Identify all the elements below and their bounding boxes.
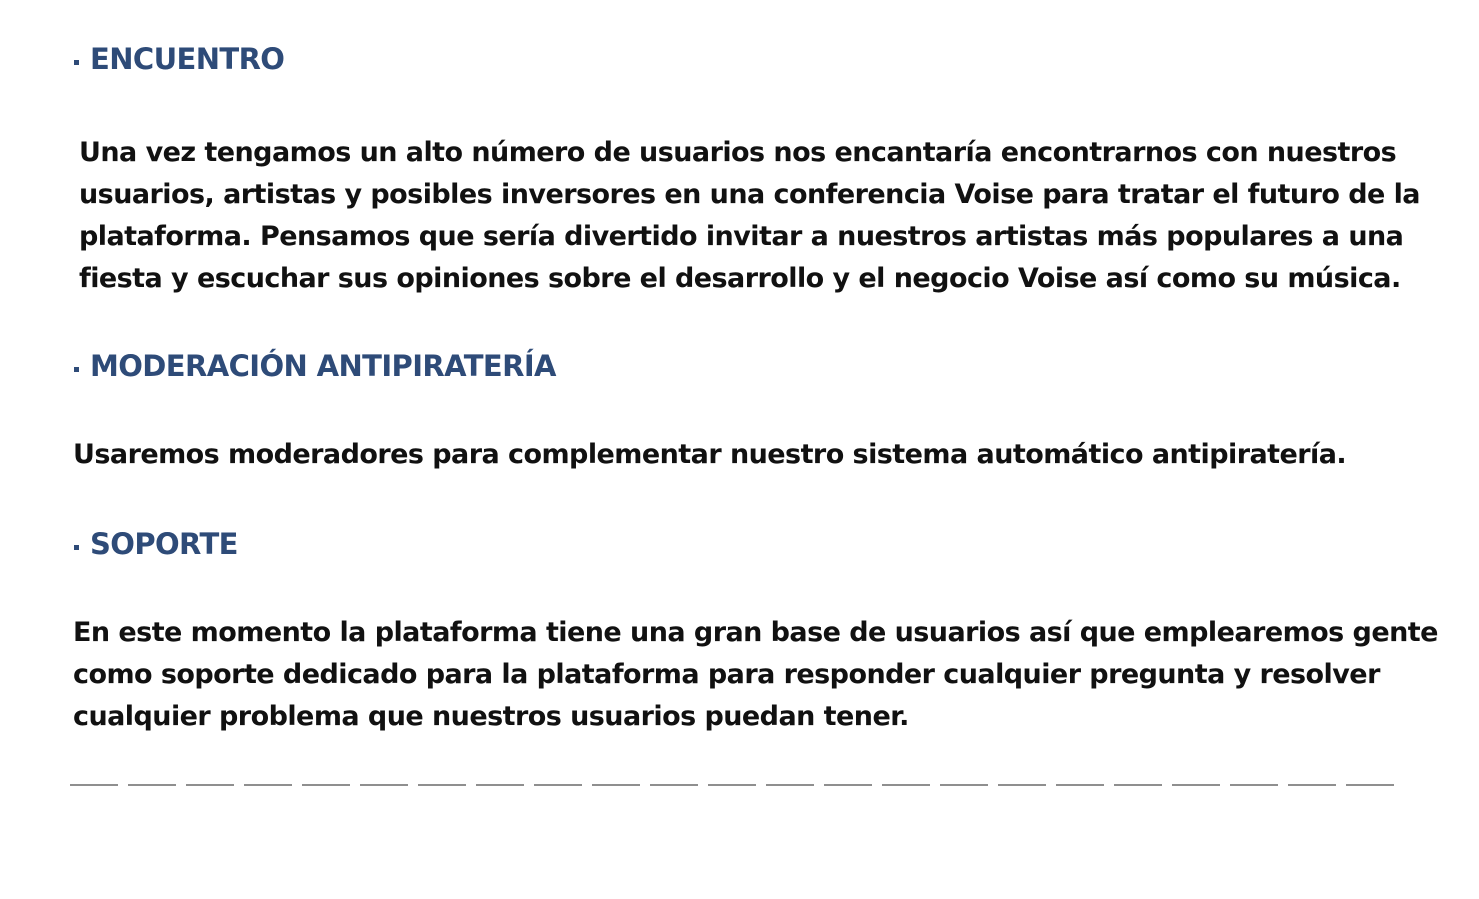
section-heading-soporte: [74, 527, 238, 561]
divider-dash: [1288, 784, 1336, 786]
section-paragraph-soporte: [73, 612, 1438, 738]
divider-dash: [128, 784, 176, 786]
divider-dash: [1114, 784, 1162, 786]
divider-dash: [1172, 784, 1220, 786]
bullet-icon: [74, 60, 79, 65]
divider-dash: [186, 784, 234, 786]
paragraph-line: usuarios, artistas y posibles inversores en una conferencia Voise para tratar el futuro de la: [79, 179, 1420, 210]
divider-dash: [244, 784, 292, 786]
paragraph-line: Usaremos moderadores para complementar nuestro sistema automático antipiratería.: [73, 439, 1347, 470]
divider-dash: [592, 784, 640, 786]
divider-dash: [1346, 784, 1394, 786]
divider-dash: [766, 784, 814, 786]
paragraph-line: plataforma. Pensamos que sería divertido invitar a nuestros artistas más populares a una: [79, 221, 1404, 252]
divider-dash: [476, 784, 524, 786]
dashed-divider: [70, 784, 1394, 786]
divider-dash: [534, 784, 582, 786]
section-paragraph-encuentro: [79, 132, 1420, 300]
divider-dash: [882, 784, 930, 786]
divider-dash: [360, 784, 408, 786]
divider-dash: [1056, 784, 1104, 786]
section-heading-text: ENCUENTRO: [90, 42, 285, 76]
section-heading-text: SOPORTE: [90, 527, 238, 561]
section-heading-moderacion: [74, 349, 556, 383]
paragraph-line: fiesta y escuchar sus opiniones sobre el desarrollo y el negocio Voise así como su música.: [79, 263, 1401, 294]
section-heading-encuentro: [74, 42, 284, 76]
bullet-icon: [74, 367, 79, 372]
divider-dash: [418, 784, 466, 786]
divider-dash: [70, 784, 118, 786]
divider-dash: [940, 784, 988, 786]
bullet-icon: [74, 545, 79, 550]
section-paragraph-moderacion: [73, 434, 1346, 476]
divider-dash: [302, 784, 350, 786]
paragraph-line: Una vez tengamos un alto número de usuarios nos encantaría encontrarnos con nuestros: [79, 137, 1397, 168]
divider-dash: [650, 784, 698, 786]
paragraph-line: cualquier problema que nuestros usuarios puedan tener.: [73, 701, 909, 732]
section-heading-text: MODERACIÓN ANTIPIRATERÍA: [90, 349, 556, 383]
divider-dash: [708, 784, 756, 786]
paragraph-line: En este momento la plataforma tiene una gran base de usuarios así que emplearemos gente: [73, 617, 1438, 648]
divider-dash: [1230, 784, 1278, 786]
divider-dash: [824, 784, 872, 786]
paragraph-line: como soporte dedicado para la plataforma para responder cualquier pregunta y resolver: [73, 659, 1380, 690]
divider-dash: [998, 784, 1046, 786]
